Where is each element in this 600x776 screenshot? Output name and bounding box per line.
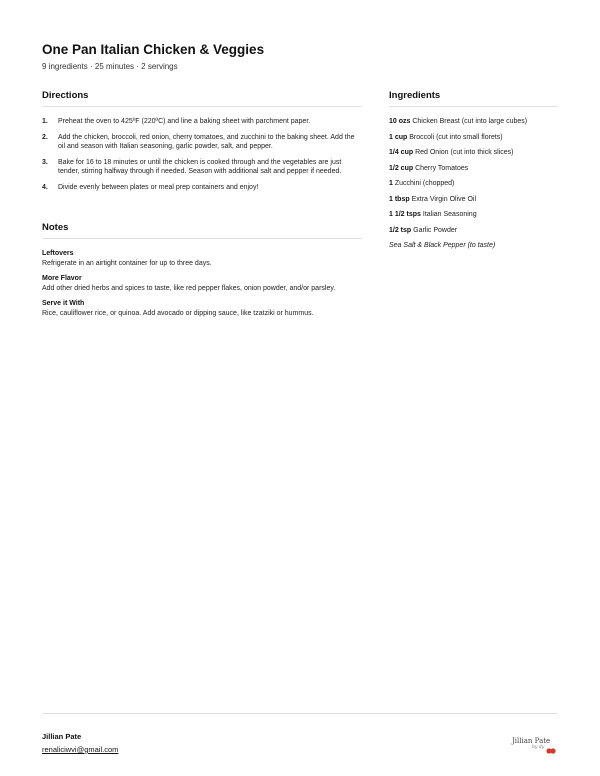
author-email-link[interactable]: renaliciwvi@gmail.com	[42, 745, 119, 754]
brand-logo	[512, 737, 558, 759]
ingredient-item	[389, 133, 569, 143]
ingredient-name: Garlic Powder	[413, 226, 458, 234]
ingredient-amount: 1/4 cup	[389, 149, 414, 156]
note-item	[42, 274, 360, 293]
ingredient-item	[389, 195, 569, 205]
notes-heading: Notes	[42, 222, 69, 233]
footer-divider	[42, 713, 558, 714]
ingredient-amount: 1 1/2 tsps	[389, 211, 421, 218]
step-text: Add the chicken, broccoli, red onion, cherry tomatoes, and zucchini to the baking sheet. Add the oil and season with Italian seasoning, garlic powder, salt, and pepper.	[58, 133, 355, 150]
ingredient-item	[389, 164, 569, 174]
direction-step	[42, 158, 360, 177]
logo-subtitle: by dy	[532, 745, 545, 750]
ingredients-divider	[389, 106, 558, 107]
ingredient-item	[389, 148, 569, 158]
direction-step	[42, 133, 360, 152]
note-title: Leftovers	[42, 250, 74, 257]
ingredient-item	[389, 117, 569, 127]
note-item	[42, 299, 360, 318]
ingredient-amount: 1/2 cup	[389, 164, 414, 172]
step-number: 2.	[42, 133, 48, 141]
ingredient-item	[389, 210, 569, 220]
ingredient-name: Extra Virgin Olive Oil	[411, 195, 477, 203]
author-name: Jillian Pate	[42, 732, 82, 741]
direction-step	[42, 117, 360, 127]
ingredient-name: Broccoli (cut into small florets)	[409, 133, 503, 141]
directions-heading: Directions	[42, 90, 89, 101]
ingredient-name: Red Onion (cut into thick slices)	[415, 149, 514, 156]
ingredient-amount: 1	[389, 180, 393, 187]
ingredient-amount: 10 ozs	[389, 118, 411, 125]
note-title: More Flavor	[42, 275, 82, 282]
direction-step	[42, 183, 360, 193]
recipe-meta: 9 ingredients · 25 minutes · 2 servings	[42, 62, 178, 71]
ingredient-name: Zucchini (chopped)	[394, 180, 455, 187]
step-number: 1.	[42, 118, 48, 125]
logo-name: Jillian Pate	[512, 737, 551, 745]
notes-divider	[42, 238, 362, 239]
ingredient-item	[389, 241, 569, 251]
directions-divider	[42, 106, 362, 107]
ingredient-amount: 1 cup	[389, 133, 408, 141]
directions-list	[42, 117, 360, 198]
ingredients-list	[389, 117, 569, 257]
logo-mark-icon	[546, 747, 556, 755]
step-text: Divide evenly between plates or meal prep containers and enjoy!	[58, 183, 259, 191]
ingredients-heading: Ingredients	[389, 90, 441, 101]
ingredient-name: Cherry Tomatoes	[415, 164, 469, 172]
ingredient-name: Sea Salt & Black Pepper (to taste)	[389, 242, 496, 249]
note-body: Add other dried herbs and spices to taste, like red pepper flakes, onion powder, and/or parsley.	[42, 284, 336, 292]
ingredient-amount: 1/2 tsp	[389, 226, 412, 234]
step-text: Bake for 16 to 18 minutes or until the chicken is cooked through and the vegetables are just tender, stirring halfway through if needed. Season with additional salt and pepper if needed.	[58, 158, 342, 175]
notes-list	[42, 249, 360, 324]
ingredient-amount: 1 tbsp	[389, 195, 410, 203]
ingredient-name: Italian Seasoning	[422, 211, 477, 218]
note-item	[42, 249, 360, 268]
ingredient-item	[389, 226, 569, 236]
step-number: 4.	[42, 183, 48, 191]
note-body: Rice, cauliflower rice, or quinoa. Add avocado or dipping sauce, like tzatziki or hummus.	[42, 309, 314, 317]
ingredient-name: Chicken Breast (cut into large cubes)	[412, 118, 528, 125]
recipe-title: One Pan Italian Chicken & Veggies	[42, 42, 265, 57]
note-title: Serve it With	[42, 300, 85, 307]
step-text: Preheat the oven to 425ºF (220ºC) and line a baking sheet with parchment paper.	[58, 118, 311, 125]
note-body: Refrigerate in an airtight container for up to three days.	[42, 259, 212, 267]
ingredient-item	[389, 179, 569, 189]
step-number: 3.	[42, 158, 48, 166]
